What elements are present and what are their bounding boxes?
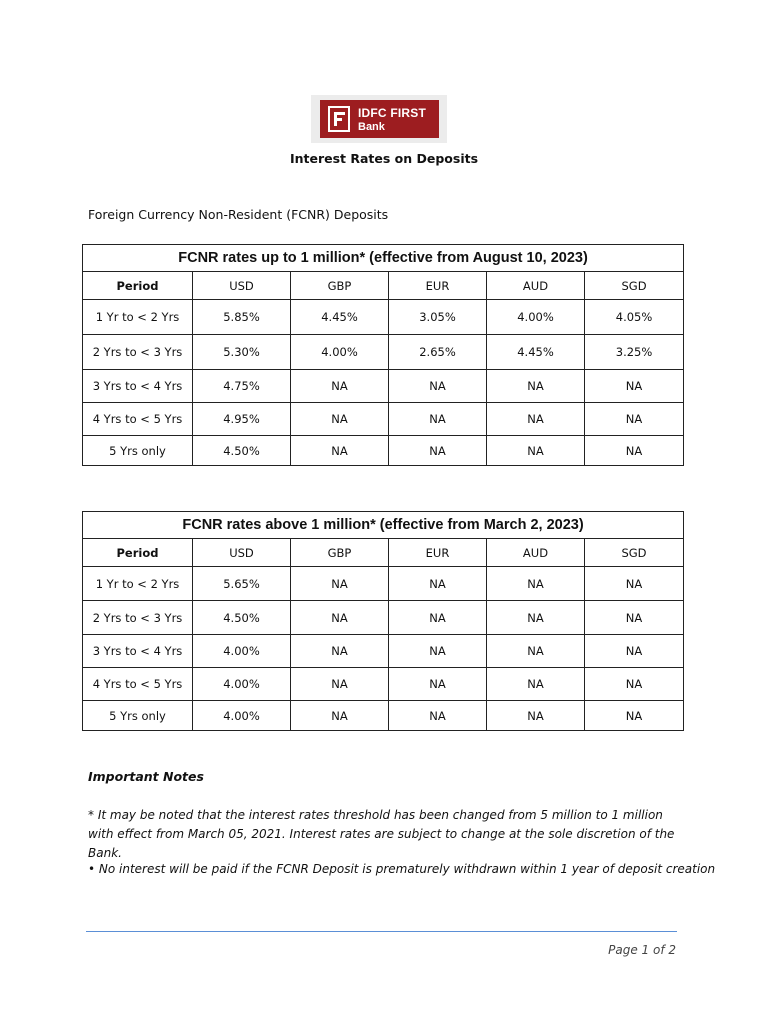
column-header-eur: EUR [389, 539, 487, 567]
eur-rate-cell: NA [389, 567, 487, 601]
period-cell: 4 Yrs to < 5 Yrs [83, 668, 193, 701]
logo-frame [311, 95, 447, 143]
gbp-rate-cell: NA [291, 403, 389, 436]
table-row [83, 567, 684, 601]
idfc-first-bank-logo [320, 100, 439, 138]
table-header-row [83, 539, 684, 567]
period-cell: 5 Yrs only [83, 701, 193, 731]
table-row [83, 635, 684, 668]
sgd-rate-cell: NA [585, 567, 684, 601]
sgd-rate-cell: 3.25% [585, 335, 684, 370]
sgd-rate-cell: NA [585, 403, 684, 436]
sgd-rate-cell: NA [585, 436, 684, 466]
column-header-aud: AUD [487, 539, 585, 567]
table-caption: FCNR rates up to 1 million* (effective from August 10, 2023) [83, 245, 684, 272]
period-cell: 1 Yr to < 2 Yrs [83, 567, 193, 601]
usd-rate-cell: 5.65% [193, 567, 291, 601]
table-row [83, 370, 684, 403]
period-cell: 2 Yrs to < 3 Yrs [83, 335, 193, 370]
aud-rate-cell: NA [487, 567, 585, 601]
column-header-eur: EUR [389, 272, 487, 300]
logo-text-line2: Bank [358, 121, 385, 133]
footer-divider [86, 931, 677, 932]
usd-rate-cell: 4.00% [193, 701, 291, 731]
aud-rate-cell: NA [487, 668, 585, 701]
aud-rate-cell: NA [487, 436, 585, 466]
table-row [83, 701, 684, 731]
usd-rate-cell: 4.00% [193, 668, 291, 701]
table-row [83, 403, 684, 436]
fcnr-rates-table-above-1-million [82, 511, 684, 731]
period-cell: 1 Yr to < 2 Yrs [83, 300, 193, 335]
usd-rate-cell: 4.50% [193, 436, 291, 466]
gbp-rate-cell: NA [291, 567, 389, 601]
eur-rate-cell: 2.65% [389, 335, 487, 370]
aud-rate-cell: 4.45% [487, 335, 585, 370]
column-header-usd: USD [193, 272, 291, 300]
period-cell: 4 Yrs to < 5 Yrs [83, 403, 193, 436]
column-header-sgd: SGD [585, 272, 684, 300]
sgd-rate-cell: NA [585, 668, 684, 701]
section-heading: Foreign Currency Non-Resident (FCNR) Deposits [88, 207, 389, 222]
usd-rate-cell: 4.95% [193, 403, 291, 436]
gbp-rate-cell: NA [291, 701, 389, 731]
eur-rate-cell: NA [389, 403, 487, 436]
table-row [83, 300, 684, 335]
table-caption: FCNR rates above 1 million* (effective from March 2, 2023) [83, 512, 684, 539]
table-row [83, 668, 684, 701]
sgd-rate-cell: NA [585, 370, 684, 403]
table-row [83, 335, 684, 370]
page-title: Interest Rates on Deposits [289, 151, 479, 166]
usd-rate-cell: 5.85% [193, 300, 291, 335]
column-header-gbp: GBP [291, 539, 389, 567]
usd-rate-cell: 5.30% [193, 335, 291, 370]
gbp-rate-cell: 4.45% [291, 300, 389, 335]
eur-rate-cell: NA [389, 370, 487, 403]
important-notes-heading: Important Notes [88, 769, 204, 784]
usd-rate-cell: 4.50% [193, 601, 291, 635]
note-threshold-change: * It may be noted that the interest rates threshold has been changed from 5 million to 1 million with effect from March 05, 2021. Interest rates are subject to change at the sole discretion of the Bank. [88, 808, 675, 860]
column-header-aud: AUD [487, 272, 585, 300]
eur-rate-cell: NA [389, 601, 487, 635]
period-cell: 3 Yrs to < 4 Yrs [83, 370, 193, 403]
aud-rate-cell: NA [487, 403, 585, 436]
eur-rate-cell: NA [389, 668, 487, 701]
eur-rate-cell: NA [389, 701, 487, 731]
period-cell: 2 Yrs to < 3 Yrs [83, 601, 193, 635]
gbp-rate-cell: NA [291, 635, 389, 668]
column-header-period: Period [83, 272, 193, 300]
aud-rate-cell: NA [487, 601, 585, 635]
period-cell: 3 Yrs to < 4 Yrs [83, 635, 193, 668]
gbp-rate-cell: NA [291, 436, 389, 466]
eur-rate-cell: NA [389, 635, 487, 668]
column-header-sgd: SGD [585, 539, 684, 567]
eur-rate-cell: 3.05% [389, 300, 487, 335]
aud-rate-cell: NA [487, 635, 585, 668]
usd-rate-cell: 4.75% [193, 370, 291, 403]
period-cell: 5 Yrs only [83, 436, 193, 466]
sgd-rate-cell: NA [585, 701, 684, 731]
aud-rate-cell: NA [487, 370, 585, 403]
table-row [83, 436, 684, 466]
sgd-rate-cell: NA [585, 635, 684, 668]
column-header-usd: USD [193, 539, 291, 567]
gbp-rate-cell: NA [291, 370, 389, 403]
idfc-logo-mark-icon [328, 106, 350, 132]
aud-rate-cell: 4.00% [487, 300, 585, 335]
sgd-rate-cell: NA [585, 601, 684, 635]
aud-rate-cell: NA [487, 701, 585, 731]
eur-rate-cell: NA [389, 436, 487, 466]
note-premature-withdrawal: • No interest will be paid if the FCNR Deposit is prematurely withdrawn within 1 year of deposit creation [88, 862, 716, 876]
logo-text-line1: IDFC FIRST [358, 106, 426, 120]
table-header-row [83, 272, 684, 300]
gbp-rate-cell: NA [291, 601, 389, 635]
usd-rate-cell: 4.00% [193, 635, 291, 668]
page-number: Page 1 of 2 [608, 943, 676, 957]
table-row [83, 601, 684, 635]
gbp-rate-cell: 4.00% [291, 335, 389, 370]
column-header-period: Period [83, 539, 193, 567]
column-header-gbp: GBP [291, 272, 389, 300]
gbp-rate-cell: NA [291, 668, 389, 701]
sgd-rate-cell: 4.05% [585, 300, 684, 335]
fcnr-rates-table-up-to-1-million [82, 244, 684, 466]
